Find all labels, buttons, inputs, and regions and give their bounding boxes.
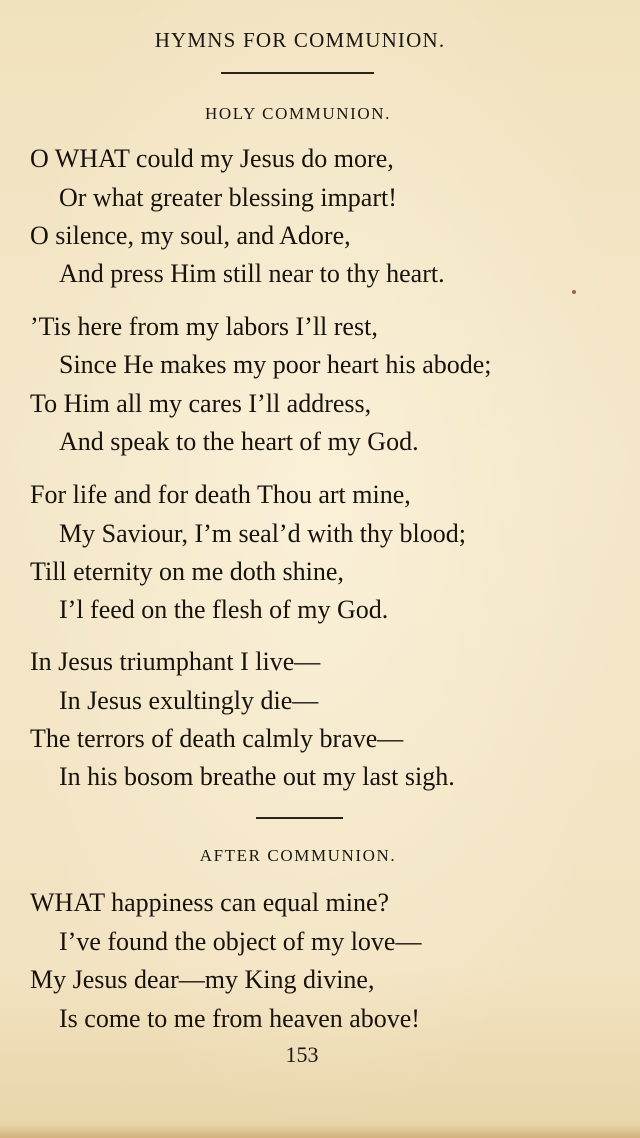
verse-line: ’Tis here from my labors I’ll rest,: [30, 312, 378, 341]
verse-line: And speak to the heart of my God.: [59, 427, 419, 456]
hymn-title-holy-communion: HOLY COMMUNION.: [205, 104, 391, 123]
header-rule: [221, 72, 374, 74]
verse-line: And press Him still near to thy heart.: [59, 259, 445, 288]
verse-line: The terrors of death calmly brave—: [30, 724, 404, 753]
verse-line: WHAT happiness can equal mine?: [30, 888, 390, 917]
verse-line: I’ve found the object of my love—: [59, 927, 422, 956]
verse-line: O WHAT could my Jesus do more,: [30, 144, 394, 173]
verse-line: In his bosom breathe out my last sigh.: [59, 762, 455, 791]
paper-speck: [572, 290, 576, 294]
verse-line: Since He makes my poor heart his abode;: [59, 350, 492, 379]
running-head: HYMNS FOR COMMUNION.: [154, 28, 446, 52]
verse-line: O silence, my soul, and Adore,: [30, 221, 351, 250]
section-divider: [256, 817, 343, 819]
page-number: 153: [285, 1042, 319, 1067]
verse-line: Till eternity on me doth shine,: [30, 557, 344, 586]
verse-line: For life and for death Thou art mine,: [30, 480, 411, 509]
verse-line: My Saviour, I’m seal’d with thy blood;: [59, 519, 466, 548]
verse-line: Or what greater blessing impart!: [59, 183, 397, 212]
hymn-title-after-communion: AFTER COMMUNION.: [199, 846, 397, 865]
verse-line: In Jesus triumphant I live—: [30, 647, 321, 676]
verse-line: Is come to me from heaven above!: [59, 1004, 420, 1033]
verse-line: My Jesus dear—my King divine,: [30, 965, 375, 994]
verse-line: To Him all my cares I’ll address,: [30, 389, 372, 418]
verse-line: I’l feed on the flesh of my God.: [59, 595, 389, 624]
verse-line: In Jesus exultingly die—: [59, 686, 319, 715]
